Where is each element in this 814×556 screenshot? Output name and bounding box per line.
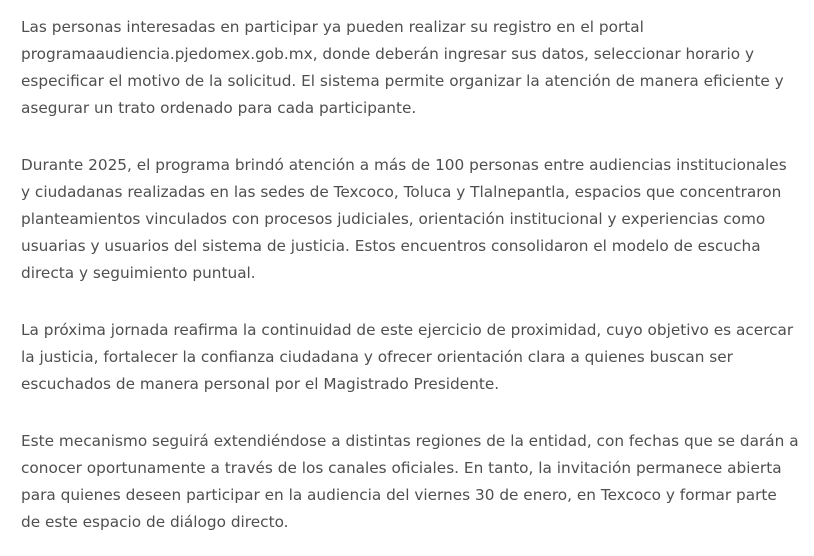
- paragraph-2025-summary: Durante 2025, el programa brindó atención a más de 100 personas entre audiencias institucionales y ciudadanas realizadas en las sedes de Texcoco, Toluca y Tlalnepantla, espacios que concentraron planteamientos vinculados con procesos judiciales, orientación institucional y experiencias como usuarias y usuarios del sistema de justicia. Estos encuentros consolidaron el modelo de escucha directa y seguimiento puntual.: [21, 156, 787, 282]
- paragraph-expansion: Este mecanismo seguirá extendiéndose a distintas regiones de la entidad, con fechas que se darán a conocer oportunamente a través de los canales oficiales. En tanto, la invitación permanece abierta para quienes deseen participar en la audiencia del viernes 30 de enero, en Texcoco y formar parte de este espacio de diálogo directo.: [21, 432, 799, 531]
- paragraph-registration: Las personas interesadas en participar ya pueden realizar su registro en el portal programaaudiencia.pjedomex.gob.mx, donde deberán ingresar sus datos, seleccionar horario y especificar el motivo de la solicitud. El sistema permite organizar la atención de manera eficiente y asegurar un trato ordenado para cada participante.: [21, 18, 784, 117]
- paragraph-next-session: La próxima jornada reafirma la continuidad de este ejercicio de proximidad, cuyo objetivo es acercar la justicia, fortalecer la confianza ciudadana y ofrecer orientación clara a quienes buscan ser escuchados de manera personal por el Magistrado Presidente.: [21, 321, 794, 393]
